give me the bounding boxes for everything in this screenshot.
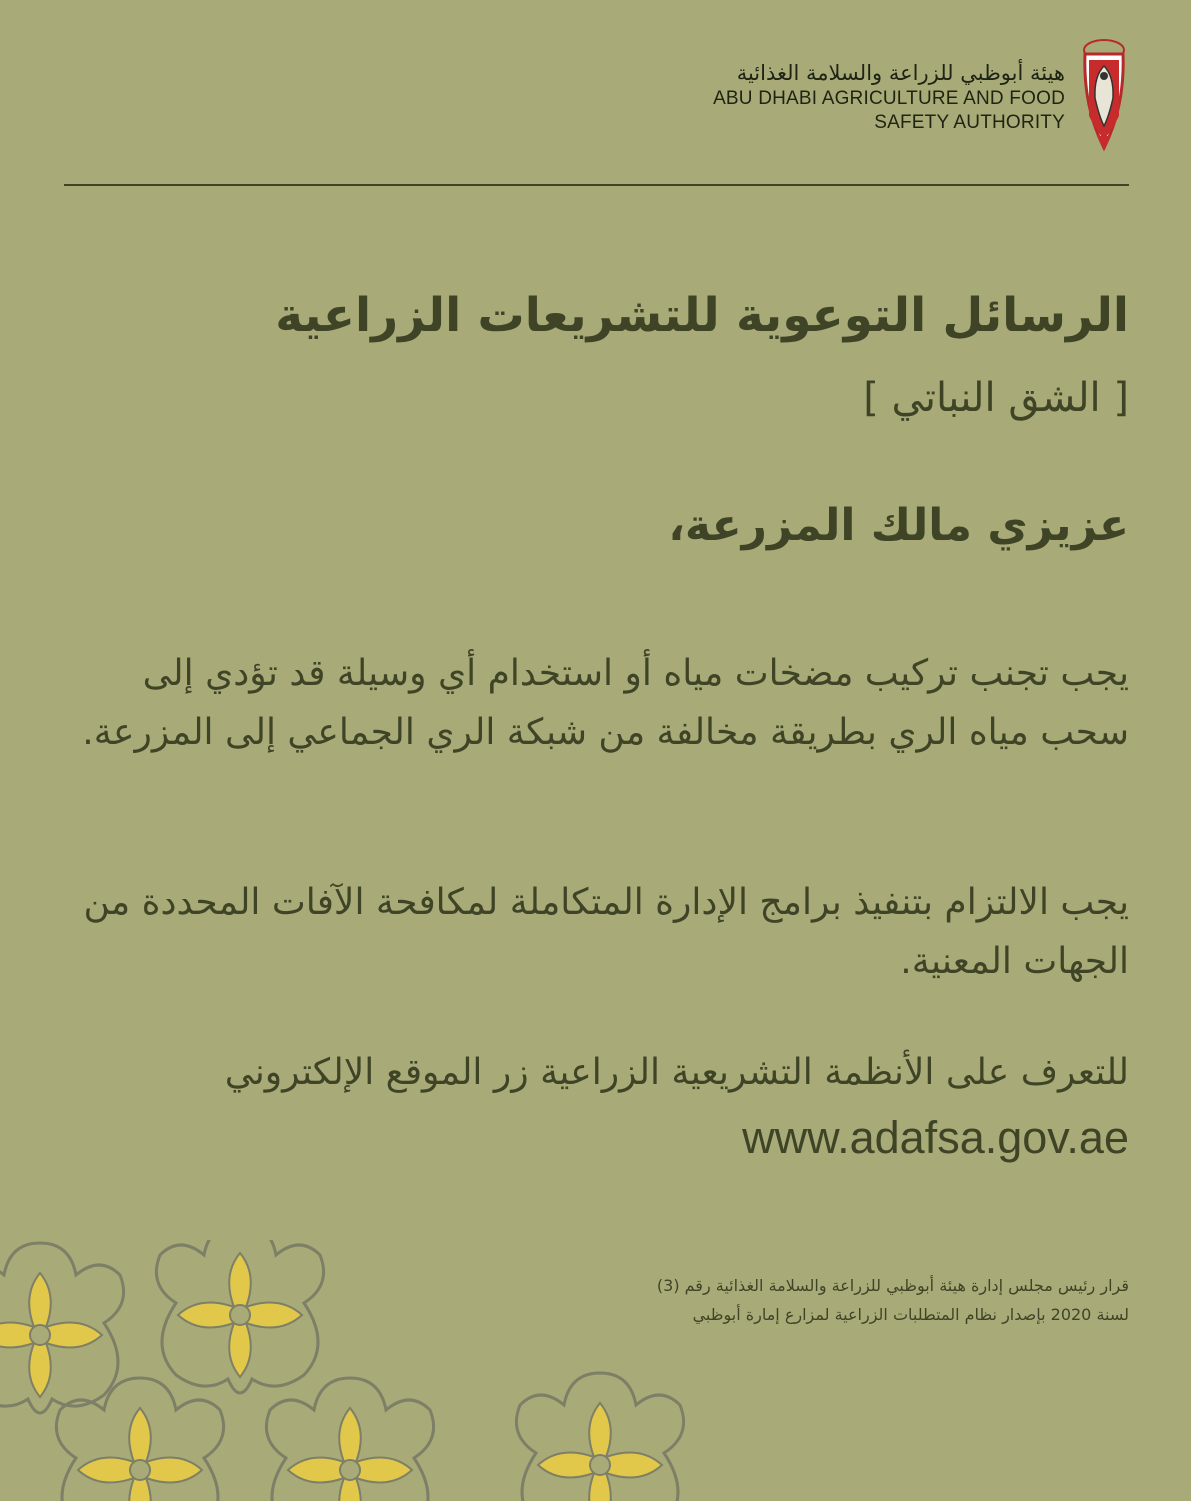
header-divider xyxy=(64,184,1129,186)
org-name-english-line1: ABU DHABI AGRICULTURE AND FOOD xyxy=(713,88,1065,109)
greeting: عزيزي مالك المزرعة، xyxy=(668,500,1129,551)
pattern-flower xyxy=(266,1378,433,1501)
header xyxy=(713,36,1129,158)
paragraph-water-pumps: يجب تجنب تركيب مضخات مياه أو استخدام أي وسيلة قد تؤدي إلى سحب مياه الري بطريقة مخالفة من شبكة الري الجماعي إلى المزرعة. xyxy=(82,653,1129,753)
website-link[interactable]: www.adafsa.gov.ae xyxy=(742,1112,1129,1163)
footnote-line1: قرار رئيس مجلس إدارة هيئة أبوظبي للزراعة والسلامة الغذائية رقم (3) xyxy=(656,1276,1129,1295)
page-subtitle: [ الشق النباتي ] xyxy=(863,375,1129,421)
org-name-arabic: هيئة أبوظبي للزراعة والسلامة الغذائية xyxy=(736,61,1065,85)
org-name-english-line2: SAFETY AUTHORITY xyxy=(874,112,1065,133)
footnote-line2: لسنة 2020 بإصدار نظام المتطلبات الزراعية لمزارع إمارة أبوظبي xyxy=(692,1305,1129,1324)
pattern-flower xyxy=(0,1243,124,1413)
pattern-flower xyxy=(156,1240,323,1393)
paragraph-pest-control: يجب الالتزام بتنفيذ برامج الإدارة المتكاملة لمكافحة الآفات المحددة من الجهات المعنية. xyxy=(83,882,1129,982)
page-title: الرسائل التوعوية للتشريعات الزراعية xyxy=(275,288,1129,343)
pattern-flower xyxy=(516,1373,683,1501)
floral-pattern-icon xyxy=(0,1240,700,1501)
paragraph-website-info: للتعرف على الأنظمة التشريعية الزراعية زر الموقع الإلكتروني xyxy=(224,1052,1129,1093)
falcon-emblem-icon xyxy=(1079,36,1129,158)
footnote xyxy=(657,1271,1129,1329)
pattern-flower xyxy=(56,1378,223,1501)
org-name-block xyxy=(713,59,1065,135)
